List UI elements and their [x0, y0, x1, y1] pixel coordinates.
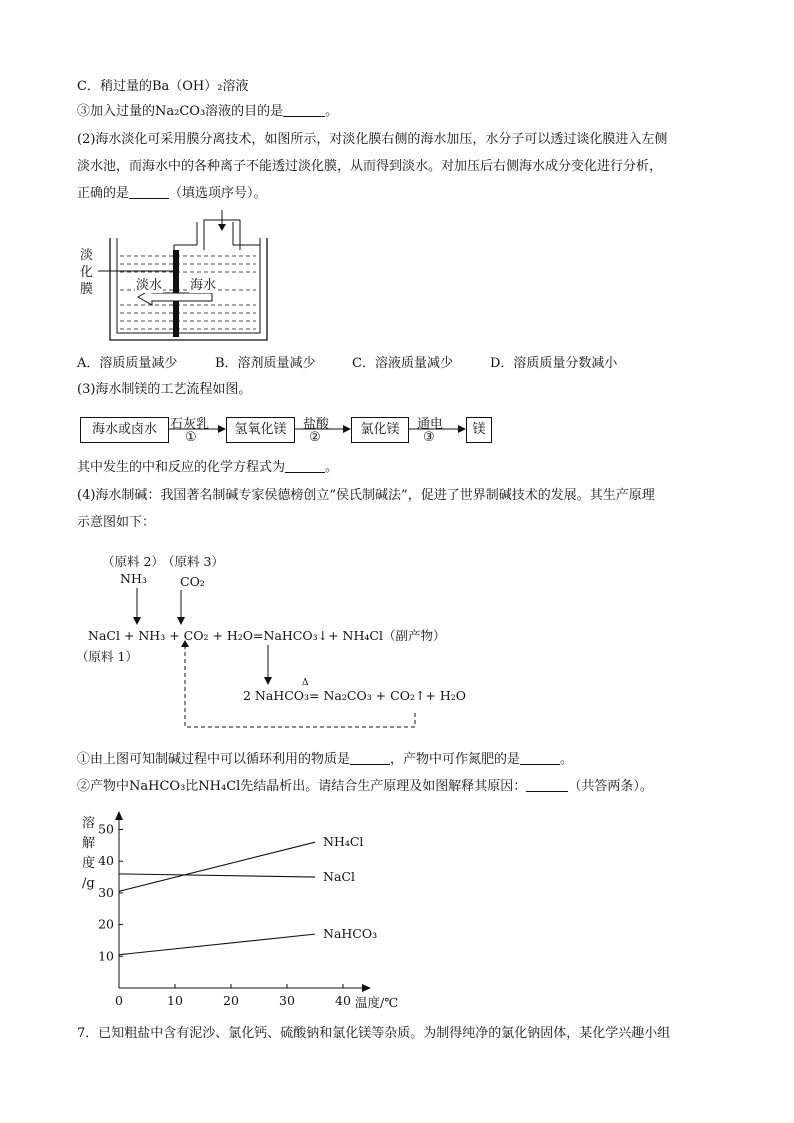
fresh-water-label: 淡水 [135, 274, 163, 293]
label-char: 淡 [80, 248, 94, 263]
step-2: ② [309, 430, 321, 445]
chart-xlabel: 温度/℃ [355, 995, 399, 1010]
reagent-lime: 石灰乳 [170, 417, 210, 432]
step-1: ① [185, 430, 197, 445]
series-line [119, 842, 315, 891]
question-text: 正确的是 [77, 186, 130, 201]
label-char: 膜 [80, 282, 94, 297]
x-tick-label: 20 [223, 993, 239, 1008]
reagent-hcl: 盐酸 [303, 417, 330, 432]
question-text: ③加入过量的Na₂CO₃溶液的目的是 [77, 104, 284, 119]
question-text: 其中发生的中和反应的化学方程式为 [77, 460, 286, 475]
label-char: 化 [80, 265, 94, 280]
step-3: ③ [423, 430, 435, 445]
flow-box-seawater: 海水或卤水 [80, 417, 169, 443]
series-line [119, 874, 315, 877]
option-b: B．溶剂质量减少 [215, 356, 316, 371]
option-c-line: C．稍过量的Ba（OH）₂溶液 [77, 79, 249, 94]
ylabel-char: 度 [82, 856, 96, 871]
y-tick-label: 50 [98, 821, 114, 837]
question-text: ，产物中可作氮肥的是 [390, 752, 521, 767]
ylabel-char: 溶 [82, 816, 96, 831]
flow-box-mgcl2: 氯化镁 [351, 417, 409, 443]
series-label: NH₄Cl [323, 834, 364, 850]
punct: 。 [325, 104, 339, 119]
option-d: D．溶质质量分数减小 [490, 356, 618, 371]
sea-water-label: 海水 [189, 274, 217, 293]
series-label: NaCl [323, 869, 355, 885]
co2-label: CO₂ [180, 574, 205, 589]
x-tick-label: 10 [167, 993, 183, 1008]
ylabel-char: 解 [82, 836, 96, 851]
raw-material-1: （原料 1） [76, 649, 138, 664]
y-tick-label: 40 [98, 853, 114, 869]
part-2-line-1: (2)海水淡化可采用膜分离技术，如图所示，对淡化膜右侧的海水加压，水分子可以透过谈化膜进入左侧 [77, 132, 668, 147]
x-tick-label: 0 [115, 993, 123, 1008]
nh3-label: NH₃ [120, 571, 147, 586]
question-7-line: 7．已知粗盐中含有泥沙、氯化钙、硫酸钠和氯化镁等杂质。为制得纯净的氯化钠固体，某化学兴趣小组 [77, 1026, 671, 1041]
x-tick-label: 40 [335, 993, 351, 1008]
question-text: ①由上图可知制碱过程中可以循环利用的物质是 [77, 752, 351, 767]
x-tick-label: 30 [279, 993, 295, 1008]
question-text: ②产物中NaHCO₃比NH₄Cl先结晶析出。请结合生产原理及如图解释其原因： [77, 779, 527, 794]
question-text: （填选项序号）。 [169, 186, 267, 201]
flow-box-mg: 镁 [466, 417, 492, 443]
raw-material-2: （原料 2） [102, 554, 164, 569]
y-tick-label: 30 [98, 884, 114, 900]
ylabel-char: /g [82, 876, 95, 891]
flow-box-mgoh2: 氢氧化镁 [226, 417, 295, 443]
equation-2: 2 NaHCO₃= Na₂CO₃ + CO₂↑+ H₂O [243, 688, 467, 703]
punct: 。 [325, 460, 339, 475]
raw-material-3: （原料 3） [162, 554, 224, 569]
y-axis-arrow [115, 811, 123, 820]
heat-symbol: Δ [302, 678, 309, 688]
y-tick-label: 10 [98, 948, 114, 964]
part-3-line: (3)海水制镁的工艺流程如图。 [77, 382, 252, 397]
reagent-electricity: 通电 [417, 417, 444, 432]
series-label: NaHCO₃ [323, 926, 378, 942]
option-c: C．溶液质量减少 [352, 356, 453, 371]
part-4-line-1: (4)海水制碱：我国著名制碱专家侯德榜创立“侯氏制碱法”，促进了世界制碱技术的发展。其生产原理 [77, 488, 655, 503]
series-line [119, 934, 315, 955]
y-tick-label: 20 [98, 916, 114, 932]
x-axis-arrow [362, 984, 371, 992]
question-text: （共答两条）。 [568, 779, 653, 794]
equation-1: NaCl + NH₃ + CO₂ + H₂O=NaHCO₃↓+ NH₄Cl（副产物） [88, 628, 446, 643]
part-2-line-2: 淡水池，而海水中的各种离子不能透过淡化膜，从而得到淡水。对加压后右侧海水成分变化进行分析， [77, 159, 663, 174]
option-a: A．溶质质量减少 [77, 356, 178, 371]
part-4-line-2: 示意图如下： [77, 515, 156, 530]
punct: 。 [560, 752, 574, 767]
